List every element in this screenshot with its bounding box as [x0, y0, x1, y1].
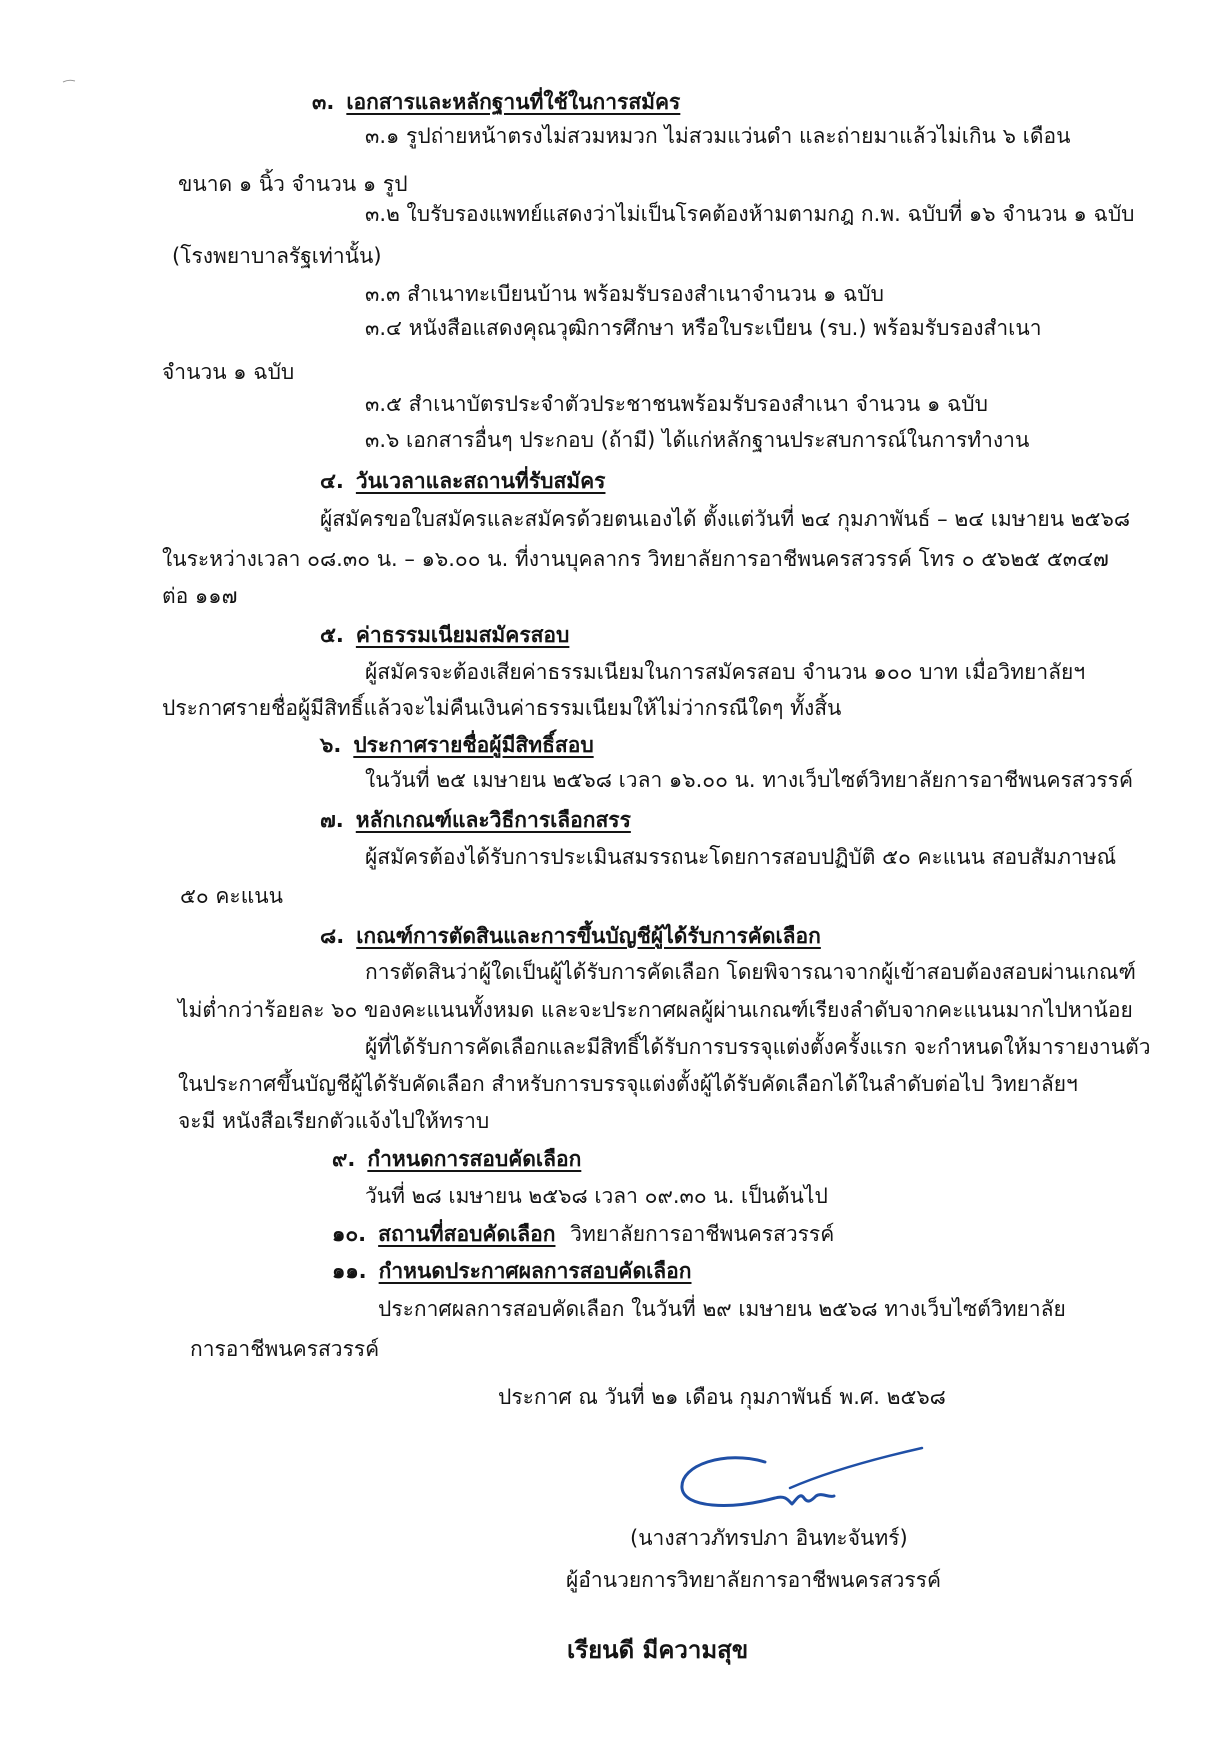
s3-item-3: ๓.๓ สำเนาทะเบียนบ้าน พร้อมรับรองสำเนาจำนวน ๑ ฉบับ	[365, 282, 884, 306]
s5-line-2: ประกาศรายชื่อผู้มีสิทธิ์แล้วจะไม่คืนเงินค่าธรรมเนียมให้ไม่ว่ากรณีใดๆ ทั้งสิ้น	[162, 696, 842, 720]
section-title: วันเวลาและสถานที่รับสมัคร	[355, 469, 606, 493]
closing-slogan: เรียนดี มีความสุข	[567, 1636, 749, 1664]
section-5-heading	[320, 623, 569, 648]
s3-item-5: ๓.๕ สำเนาบัตรประจำตัวประชาชนพร้อมรับรองสำเนา จำนวน ๑ ฉบับ	[365, 392, 988, 416]
section-title: หลักเกณฑ์และวิธีการเลือกสรร	[355, 808, 631, 832]
s8-line-4: ในประกาศขึ้นบัญชีผู้ได้รับคัดเลือก สำหรับการบรรจุแต่งตั้งผู้ได้รับคัดเลือกได้ในลำดับต่อไป วิทยาลัยฯ	[178, 1072, 1078, 1096]
section-number: ๓.	[312, 90, 335, 114]
s7-line-2: ๕๐ คะแนน	[180, 884, 283, 908]
s9-line-1: วันที่ ๒๘ เมษายน ๒๕๖๘ เวลา ๐๙.๓๐ น. เป็นต้นไป	[365, 1184, 828, 1208]
announcement-date: ประกาศ ณ วันที่ ๒๑ เดือน กุมภาพันธ์ พ.ศ. ๒๕๖๘	[498, 1385, 946, 1409]
s3-item-6: ๓.๖ เอกสารอื่นๆ ประกอบ (ถ้ามี) ได้แก่หลักฐานประสบการณ์ในการทำงาน	[365, 428, 1030, 452]
section-number: ๑๑.	[332, 1259, 367, 1283]
s3-item-1: ๓.๑ รูปถ่ายหน้าตรงไม่สวมหมวก ไม่สวมแว่นดำ และถ่ายมาแล้วไม่เกิน ๖ เดือน	[365, 124, 1071, 148]
section-title: กำหนดประกาศผลการสอบคัดเลือก	[378, 1259, 692, 1283]
s3-item-1-cont: ขนาด ๑ นิ้ว จำนวน ๑ รูป	[178, 172, 408, 196]
signer-name: (นางสาวภัทรปภา อินทะจันทร์)	[630, 1526, 908, 1550]
section-title: ค่าธรรมเนียมสมัครสอบ	[355, 623, 570, 647]
signature	[670, 1440, 930, 1520]
s4-line-3: ต่อ ๑๑๗	[162, 584, 238, 608]
scan-speck	[62, 78, 76, 84]
s3-item-4-cont: จำนวน ๑ ฉบับ	[162, 360, 295, 384]
section-11-heading	[332, 1259, 692, 1284]
section-title: เกณฑ์การตัดสินและการขึ้นบัญชีผู้ได้รับการคัดเลือก	[356, 924, 821, 948]
section-title: กำหนดการสอบคัดเลือก	[367, 1147, 582, 1171]
section-title: เอกสารและหลักฐานที่ใช้ในการสมัคร	[346, 90, 681, 114]
s11-line-2: การอาชีพนครสวรรค์	[190, 1337, 380, 1361]
section-number: ๕.	[320, 623, 344, 647]
section-number: ๘.	[320, 924, 345, 948]
section-9-heading	[332, 1147, 581, 1172]
s8-line-1: การตัดสินว่าผู้ใดเป็นผู้ได้รับการคัดเลือก โดยพิจารณาจากผู้เข้าสอบต้องสอบผ่านเกณฑ์	[365, 960, 1136, 984]
s3-item-2: ๓.๒ ใบรับรองแพทย์แสดงว่าไม่เป็นโรคต้องห้ามตามกฎ ก.พ. ฉบับที่ ๑๖ จำนวน ๑ ฉบับ	[365, 202, 1135, 226]
signer-position: ผู้อำนวยการวิทยาลัยการอาชีพนครสวรรค์	[566, 1568, 942, 1592]
s3-item-2-cont: (โรงพยาบาลรัฐเท่านั้น)	[172, 244, 382, 268]
section-number: ๔.	[320, 469, 344, 493]
s4-line-1: ผู้สมัครขอใบสมัครและสมัครด้วยตนเองได้ ตั้งแต่วันที่ ๒๔ กุมภาพันธ์ – ๒๔ เมษายน ๒๕๖๘	[320, 507, 1131, 531]
section-7-heading	[320, 808, 631, 833]
section-6-heading	[320, 733, 594, 758]
section-number: ๖.	[320, 733, 342, 757]
section-10-heading	[332, 1222, 834, 1247]
s8-line-2: ไม่ต่ำกว่าร้อยละ ๖๐ ของคะแนนทั้งหมด และจะประกาศผลผู้ผ่านเกณฑ์เรียงลำดับจากคะแนนมากไปหาน้อย	[178, 998, 1133, 1022]
section-title: สถานที่สอบคัดเลือก	[378, 1222, 556, 1246]
section-number: ๑๐.	[332, 1222, 367, 1246]
s4-line-2: ในระหว่างเวลา ๐๘.๓๐ น. – ๑๖.๐๐ น. ที่งานบุคลากร วิทยาลัยการอาชีพนครสวรรค์ โทร ๐ ๕๖๒๕ ๕๓๔๗	[162, 547, 1109, 571]
section-10-location: วิทยาลัยการอาชีพนครสวรรค์	[570, 1222, 835, 1246]
s5-line-1: ผู้สมัครจะต้องเสียค่าธรรมเนียมในการสมัครสอบ จำนวน ๑๐๐ บาท เมื่อวิทยาลัยฯ	[365, 660, 1086, 684]
s8-line-5: จะมี หนังสือเรียกตัวแจ้งไปให้ทราบ	[178, 1109, 490, 1133]
s8-line-3: ผู้ที่ได้รับการคัดเลือกและมีสิทธิ์ได้รับการบรรจุแต่งตั้งครั้งแรก จะกำหนดให้มารายงานตัว	[365, 1035, 1151, 1059]
section-number: ๗.	[320, 808, 344, 832]
s11-line-1: ประกาศผลการสอบคัดเลือก ในวันที่ ๒๙ เมษายน ๒๕๖๘ ทางเว็บไซต์วิทยาลัย	[378, 1297, 1066, 1321]
s6-line-1: ในวันที่ ๒๕ เมษายน ๒๕๖๘ เวลา ๑๖.๐๐ น. ทางเว็บไซต์วิทยาลัยการอาชีพนครสวรรค์	[365, 768, 1134, 792]
section-4-heading	[320, 469, 605, 494]
section-8-heading	[320, 924, 821, 949]
s7-line-1: ผู้สมัครต้องได้รับการประเมินสมรรถนะโดยการสอบปฏิบัติ ๕๐ คะแนน สอบสัมภาษณ์	[365, 845, 1117, 869]
section-title: ประกาศรายชื่อผู้มีสิทธิ์สอบ	[353, 733, 594, 757]
s3-item-4: ๓.๔ หนังสือแสดงคุณวุฒิการศึกษา หรือใบระเบียน (รบ.) พร้อมรับรองสำเนา	[365, 316, 1042, 340]
section-3-heading	[312, 90, 680, 115]
section-number: ๙.	[332, 1147, 356, 1171]
